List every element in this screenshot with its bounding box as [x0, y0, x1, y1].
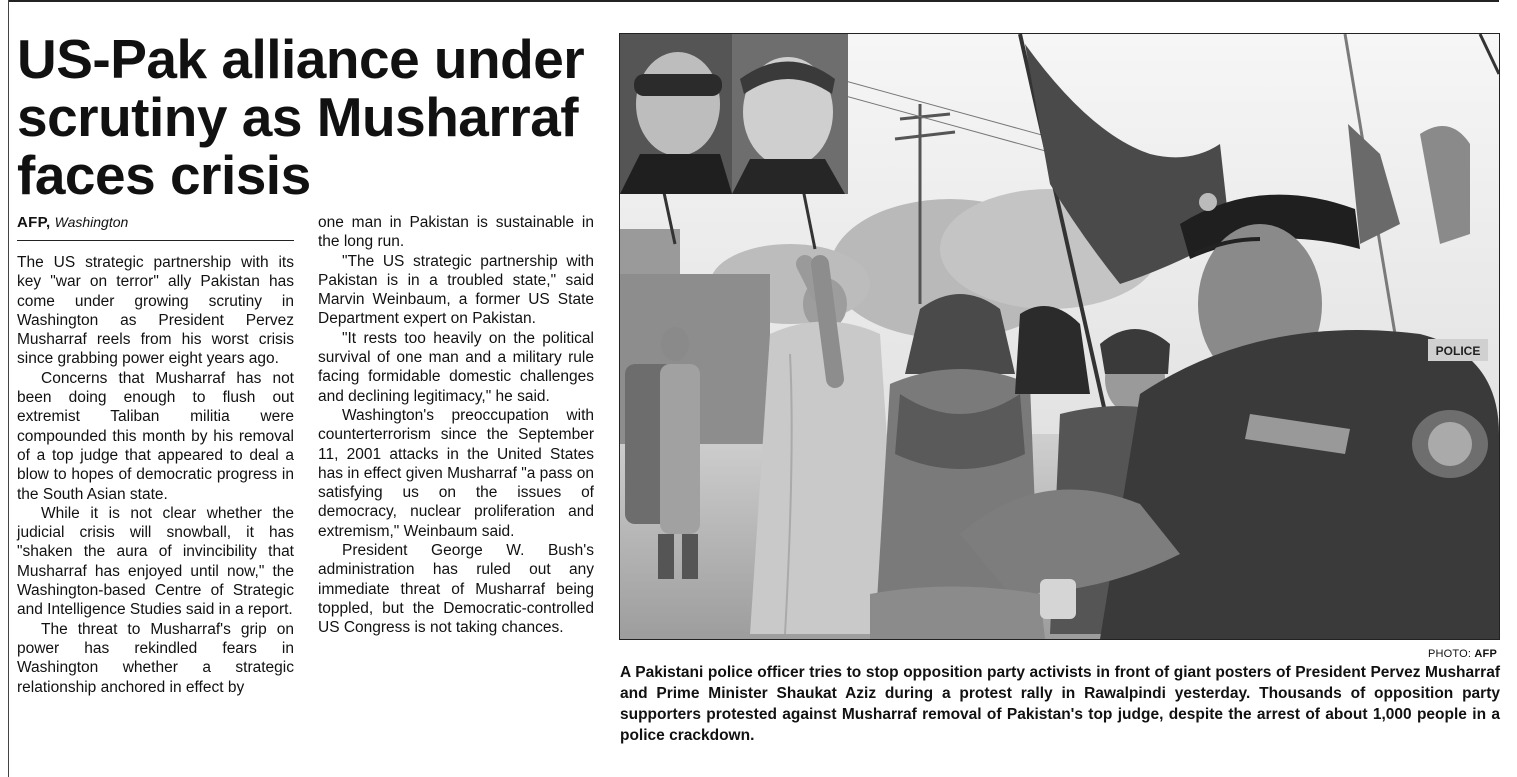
headline: US-Pak alliance under scrutiny as Musharraf faces crisis [17, 28, 585, 206]
paragraph: The US strategic partnership with its key "war on terror" ally Pakistan has come under growing scrutiny in Washington as President Pervez Musharraf reels from his worst crisis since grabbing power eight years ago. [17, 254, 294, 368]
byline-rule [17, 240, 294, 241]
byline [17, 214, 294, 231]
byline-place: Washington [54, 214, 129, 230]
paragraph: Concerns that Musharraf has not been doing enough to flush out extremist Taliban militia were compounded this month by his removal of a top judge that appeared to deal a blow to hopes of democratic progress in the South Asian state. [17, 369, 294, 503]
paragraph: The threat to Musharraf's grip on power has rekindled fears in Washington whether a strategic relationship anchored in effect by [17, 620, 294, 696]
paragraph: "It rests too heavily on the political survival of one man and a military rule facing formidable domestic challenges and declining legitimacy," he said. [318, 329, 594, 405]
article-column-1 [17, 253, 294, 697]
paragraph: "The US strategic partnership with Pakistan is in a troubled state," said Marvin Weinbaum, a former US State Department expert on Pakistan. [318, 252, 594, 328]
badge-text: POLICE [1435, 344, 1481, 358]
news-photo [619, 33, 1500, 640]
column-rule [8, 0, 9, 777]
paragraph: While it is not clear whether the judicial crisis will snowball, it has "shaken the aura of invincibility that Musharraf has enjoyed until now," the Washington-based Centre of Strategic and Intelligence Studies said in a report. [17, 504, 294, 619]
byline-agency: AFP, [17, 214, 51, 231]
paragraph: President George W. Bush's administration has ruled out any immediate threat of Musharraf being toppled, but the Democratic-controlled US Congress is not taking chances. [318, 542, 594, 637]
top-rule [8, 0, 1499, 2]
paragraph: one man in Pakistan is sustainable in the long run. [318, 214, 594, 251]
photo-caption: A Pakistani police officer tries to stop opposition party activists in front of giant posters of President Pervez Musharraf and Prime Minister Shaukat Aziz during a protest rally in Rawalpindi yesterday. Thousands of opposition party supporters protested against Musharraf removal of Pakistan's top judge, despite the arrest of about 1,000 people in a police crackdown. [620, 664, 1500, 744]
article-column-2 [318, 213, 594, 638]
photo-credit-label: PHOTO: [1427, 648, 1472, 660]
paragraph: Washington's preoccupation with counterterrorism since the September 11, 2001 attacks in the United States has in effect given Musharraf "a pass on satisfying us on the issues of democracy, nuclear proliferation and extremism," Weinbaum said. [318, 406, 594, 540]
photo-credit [1428, 648, 1497, 660]
photo-credit-source: AFP [1474, 648, 1497, 660]
